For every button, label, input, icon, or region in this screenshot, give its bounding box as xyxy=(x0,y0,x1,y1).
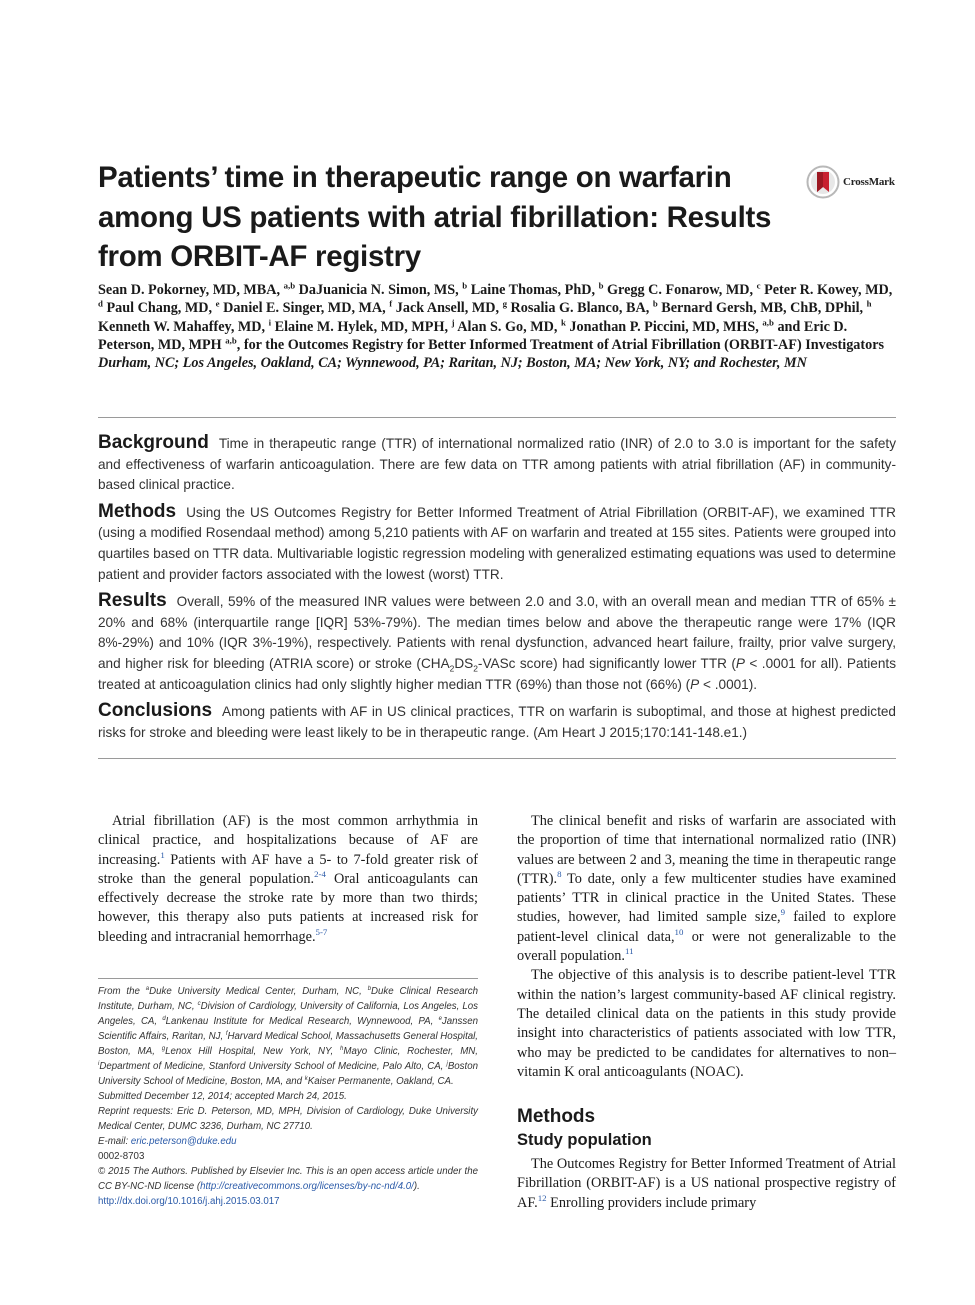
affiliation-text: Janssen Scientific Affairs, Raritan, NJ, xyxy=(98,1016,478,1042)
body-paragraph: The objective of this analysis is to describe patient-level TTR within the nation’s largest community-based AF clinical registry. The detailed clinical data on the patients in this study provide insight into characteristics of patients associated with low TTR, who may be predicted to be candidates for alternatives to non–vitamin K oral anticoagulants (NOAC). xyxy=(517,967,896,1080)
abstract-bottom-divider xyxy=(98,758,896,759)
author-name: Alan S. Go, MD, xyxy=(457,318,558,335)
doi-link[interactable]: http://dx.doi.org/10.1016/j.ahj.2015.03.017 xyxy=(98,1196,280,1207)
email-line xyxy=(98,1134,478,1149)
footnotes xyxy=(98,984,478,1209)
body-text: failed to explore patient-level clinical data, xyxy=(517,909,896,945)
citation-link[interactable]: 10 xyxy=(674,927,684,938)
body-text: Oral anticoagulants can effectively decrease the stroke rate by more than two thirds; however, this therapy also puts patients at increased risk for bleeding and intracranial hemorrhage. xyxy=(98,870,478,945)
affiliation-text: Duke University Medical Center, Durham, NC, xyxy=(149,986,368,997)
author-affiliation: g xyxy=(502,298,507,309)
author-name: Peter R. Kowey, MD, xyxy=(764,282,893,298)
crossmark-icon xyxy=(806,165,840,199)
author-affiliation: i xyxy=(268,316,272,327)
body-column-left xyxy=(98,812,478,947)
submission-dates: Submitted December 12, 2014; accepted March 24, 2015. xyxy=(98,1091,347,1102)
section-heading-methods: Methods xyxy=(517,1106,596,1127)
affiliation-marker: d xyxy=(162,1015,166,1022)
author-affiliation: f xyxy=(389,298,393,309)
abstract-background-heading: Background xyxy=(98,432,209,453)
author-affiliation: b xyxy=(598,280,604,291)
body-text: or were not generalizable to the overall population. xyxy=(517,928,896,965)
affiliation-text: Boston University School of Medicine, Boston, MA, and xyxy=(98,1061,478,1087)
abstract-results-text: -VASc score) had significantly lower TTR ( xyxy=(477,655,736,671)
author-locations: Durham, NC; Los Angeles, Oakland, CA; Wynnewood, PA; Raritan, NJ; Boston, MA; New York, NY; and Rochester, MN xyxy=(98,355,807,372)
abstract-results xyxy=(98,591,896,695)
affiliation-marker: h xyxy=(340,1045,344,1052)
abstract-results-text: Overall, 59% of the measured INR values were between 2.0 and 3.0, with an overall mean and median TTR of 65% ± 20% and 68% (interquartile range [IQR] 53%-79%). The median times below and above the therapeutic range were 17% (IQR 8%-29%) and 10% (IQR 3%-19%), respectively. Patients with renal dysfunction, advanced heart failure, frailty, prior valve surgery, and higher risk for bleeding (ATRIA score) or stroke (CHA xyxy=(98,594,896,671)
body-text: The clinical benefit and risks of warfarin are associated with the proportion of time that international normalized ratio (INR) values are between 2 and 3, meaning the time in therapeutic range (TTR). xyxy=(517,813,896,887)
body-paragraph xyxy=(98,812,478,947)
abstract-methods-heading: Methods xyxy=(98,500,177,522)
affiliation-marker: j xyxy=(446,1060,448,1067)
affiliation-marker: a xyxy=(145,985,150,992)
author-affiliation: a,b xyxy=(762,316,774,327)
reprint-requests: Reprint requests: Eric D. Peterson, MD, MPH, Division of Cardiology, Duke University Medical Center, DUMC 3236, Durham, NC 27710. xyxy=(98,1106,478,1132)
license-line xyxy=(98,1164,478,1194)
author-name: Rosalia G. Blanco, BA, xyxy=(510,300,650,317)
methods-body xyxy=(517,1155,896,1213)
abstract-conclusions-heading: Conclusions xyxy=(98,700,213,722)
affiliation-marker: k xyxy=(304,1075,308,1082)
citation-link[interactable]: 2-4 xyxy=(314,869,326,880)
abstract-results-text: < .0001 for all). Patients treated at anticoagulation clinics had only slightly higher median TTR (69%) than those not (66%) ( xyxy=(98,655,896,692)
author-name: Laine Thomas, PhD, xyxy=(470,282,596,298)
affiliation-text: Lenox Hill Hospital, New York, NY, xyxy=(165,1046,341,1057)
author-affiliation: j xyxy=(451,316,455,327)
author-name: and Eric D. Peterson, MD, MPH xyxy=(98,318,848,353)
author-name: Bernard Gersh, MB, ChB, DPhil, xyxy=(661,300,864,317)
author-affiliation: h xyxy=(866,298,872,309)
author-affiliation: e xyxy=(215,298,220,309)
abstract-results-heading: Results xyxy=(98,590,167,612)
affiliation-marker: b xyxy=(367,985,372,992)
body-paragraph xyxy=(517,812,896,966)
article-title: Patients’ time in therapeutic range on warfarin among US patients with atrial fibrillation: Results from ORBIT-AF registry xyxy=(98,161,772,273)
subscript: 2 xyxy=(449,663,455,674)
author-affiliation: a,b xyxy=(225,335,237,346)
affiliation-text: Division of Cardiology, University of California, Los Angeles, Los Angeles, CA, xyxy=(98,1001,478,1027)
citation-link[interactable]: 5-7 xyxy=(315,927,328,938)
author-name: Gregg C. Fonarow, MD, xyxy=(607,282,754,298)
abstract-methods-text: Using the US Outcomes Registry for Better Informed Treatment of Atrial Fibrillation (ORBIT-AF), we examined TTR (using a modified Rosendaal method) among 5,210 patients with AF on warfarin and treated at 155 sites. Patients were grouped into quartiles based on TTR data. Multivariable logistic regression modeling with generalized estimating equations was used to determine patient and provider factors associated with the lowest (worst) TTR. xyxy=(98,504,896,582)
affiliation-marker: i xyxy=(98,1060,100,1067)
abstract xyxy=(98,433,896,749)
body-text: Enrolling providers include primary xyxy=(546,1194,757,1211)
affiliation-text: Department of Medicine, Stanford University School of Medicine, Palo Alto, CA, xyxy=(99,1061,447,1072)
abstract-conclusions xyxy=(98,701,896,743)
body-paragraph xyxy=(517,1155,896,1213)
email-label: E-mail: xyxy=(98,1136,131,1147)
body-column-right xyxy=(517,812,896,1082)
subsection-heading-study-population: Study population xyxy=(517,1131,652,1149)
abstract-background xyxy=(98,433,896,496)
affiliation-marker: g xyxy=(161,1045,166,1052)
crossmark-badge[interactable] xyxy=(806,165,895,199)
abstract-conclusions-text: Among patients with AF in US clinical practices, TTR on warfarin is suboptimal, and those at highest predicted risks for stroke and bleeding were least likely to be in therapeutic range. (Am Heart J 2015;170:141-148.e1.) xyxy=(98,704,896,740)
p-value-symbol: P xyxy=(735,655,745,671)
author-affiliation: k xyxy=(560,316,566,327)
affiliation-marker: c xyxy=(197,1000,201,1007)
doi-line xyxy=(98,1194,478,1209)
author-name: Paul Chang, MD, xyxy=(106,300,213,317)
body-text: Atrial fibrillation (AF) is the most common arrhythmia in clinical practice, and hospitalizations because of AF are increasing. xyxy=(98,813,478,868)
author-name: DaJuanicia N. Simon, MS, xyxy=(298,282,459,298)
author-list xyxy=(98,281,898,372)
license-text: ). xyxy=(413,1181,420,1192)
author-name: Kenneth W. Mahaffey, MD, xyxy=(98,318,266,335)
author-affiliation: a,b xyxy=(283,280,296,291)
body-text: To date, only a few multicenter studies have examined patients’ TTR in clinical practice in the United States. These studies, however, had limited sample size, xyxy=(517,870,896,926)
citation-link[interactable]: 11 xyxy=(625,946,634,957)
affiliation-text: Kaiser Permanente, Oakland, CA. xyxy=(307,1076,454,1087)
affiliation-text: From the xyxy=(98,986,146,997)
affiliation-text: Duke Clinical Research Institute, Durham, NC, xyxy=(98,986,479,1012)
author-affiliation: d xyxy=(98,298,103,309)
citation-link[interactable]: 12 xyxy=(537,1192,547,1203)
affiliations xyxy=(98,984,478,1089)
footnote-divider xyxy=(98,978,478,979)
issn: 0002-8703 xyxy=(98,1151,145,1162)
subscript: 2 xyxy=(473,663,478,674)
author-affiliation: c xyxy=(756,280,761,291)
email-link[interactable]: eric.peterson@duke.edu xyxy=(130,1136,237,1147)
author-group: , for the Outcomes Registry for Better Informed Treatment of Atrial Fibrillation (ORBIT-AF) Investigators xyxy=(236,336,885,353)
abstract-results-text: DS xyxy=(454,655,474,671)
license-link[interactable]: http://creativecommons.org/licenses/by-nc-nd/4.0/ xyxy=(200,1181,414,1192)
affiliation-marker: e xyxy=(438,1015,442,1022)
citation-link[interactable]: 8 xyxy=(557,869,562,880)
abstract-top-divider xyxy=(98,417,896,418)
affiliation-text: Harvard Medical School, Massachusetts General Hospital, Boston, MA, xyxy=(98,1031,478,1057)
p-value-symbol: P xyxy=(690,676,700,692)
author-affiliation: b xyxy=(652,298,658,309)
author-affiliation: b xyxy=(462,280,468,291)
affiliation-text: Lankenau Institute for Medical Research, Wynnewood, PA, xyxy=(165,1016,439,1027)
body-text: Patients with AF have a 5- to 7-fold greater risk of stroke than the general population. xyxy=(98,851,478,887)
citation-link[interactable]: 9 xyxy=(780,907,786,918)
crossmark-label: CrossMark xyxy=(843,176,895,188)
author-name: Jonathan P. Piccini, MD, MHS, xyxy=(569,318,759,335)
body-text: The Outcomes Registry for Better Informed Treatment of Atrial Fibrillation (ORBIT-AF) is a US national prospective registry of AF. xyxy=(517,1156,896,1211)
abstract-results-text: < .0001). xyxy=(699,676,758,692)
citation-link[interactable]: 1 xyxy=(160,849,165,860)
affiliation-marker: f xyxy=(225,1030,228,1037)
author-name: Jack Ansell, MD, xyxy=(395,300,500,317)
license-text: © 2015 The Authors. Published by Elsevier Inc. This is an open access article under the CC BY-NC-ND license ( xyxy=(98,1166,478,1192)
affiliation-text: Mayo Clinic, Rochester, MN, xyxy=(343,1046,478,1057)
author-name: Daniel E. Singer, MD, MA, xyxy=(223,300,386,317)
author-name: Sean D. Pokorney, MD, MBA, xyxy=(98,282,281,298)
abstract-background-text: Time in therapeutic range (TTR) of international normalized ratio (INR) of 2.0 to 3.0 is important for the safety and effectiveness of warfarin anticoagulation. There are few data on TTR among patients with atrial fibrillation (AF) in community-based clinical practice. xyxy=(98,436,896,493)
abstract-methods xyxy=(98,502,896,585)
author-name: Elaine M. Hylek, MD, MPH, xyxy=(274,318,449,335)
